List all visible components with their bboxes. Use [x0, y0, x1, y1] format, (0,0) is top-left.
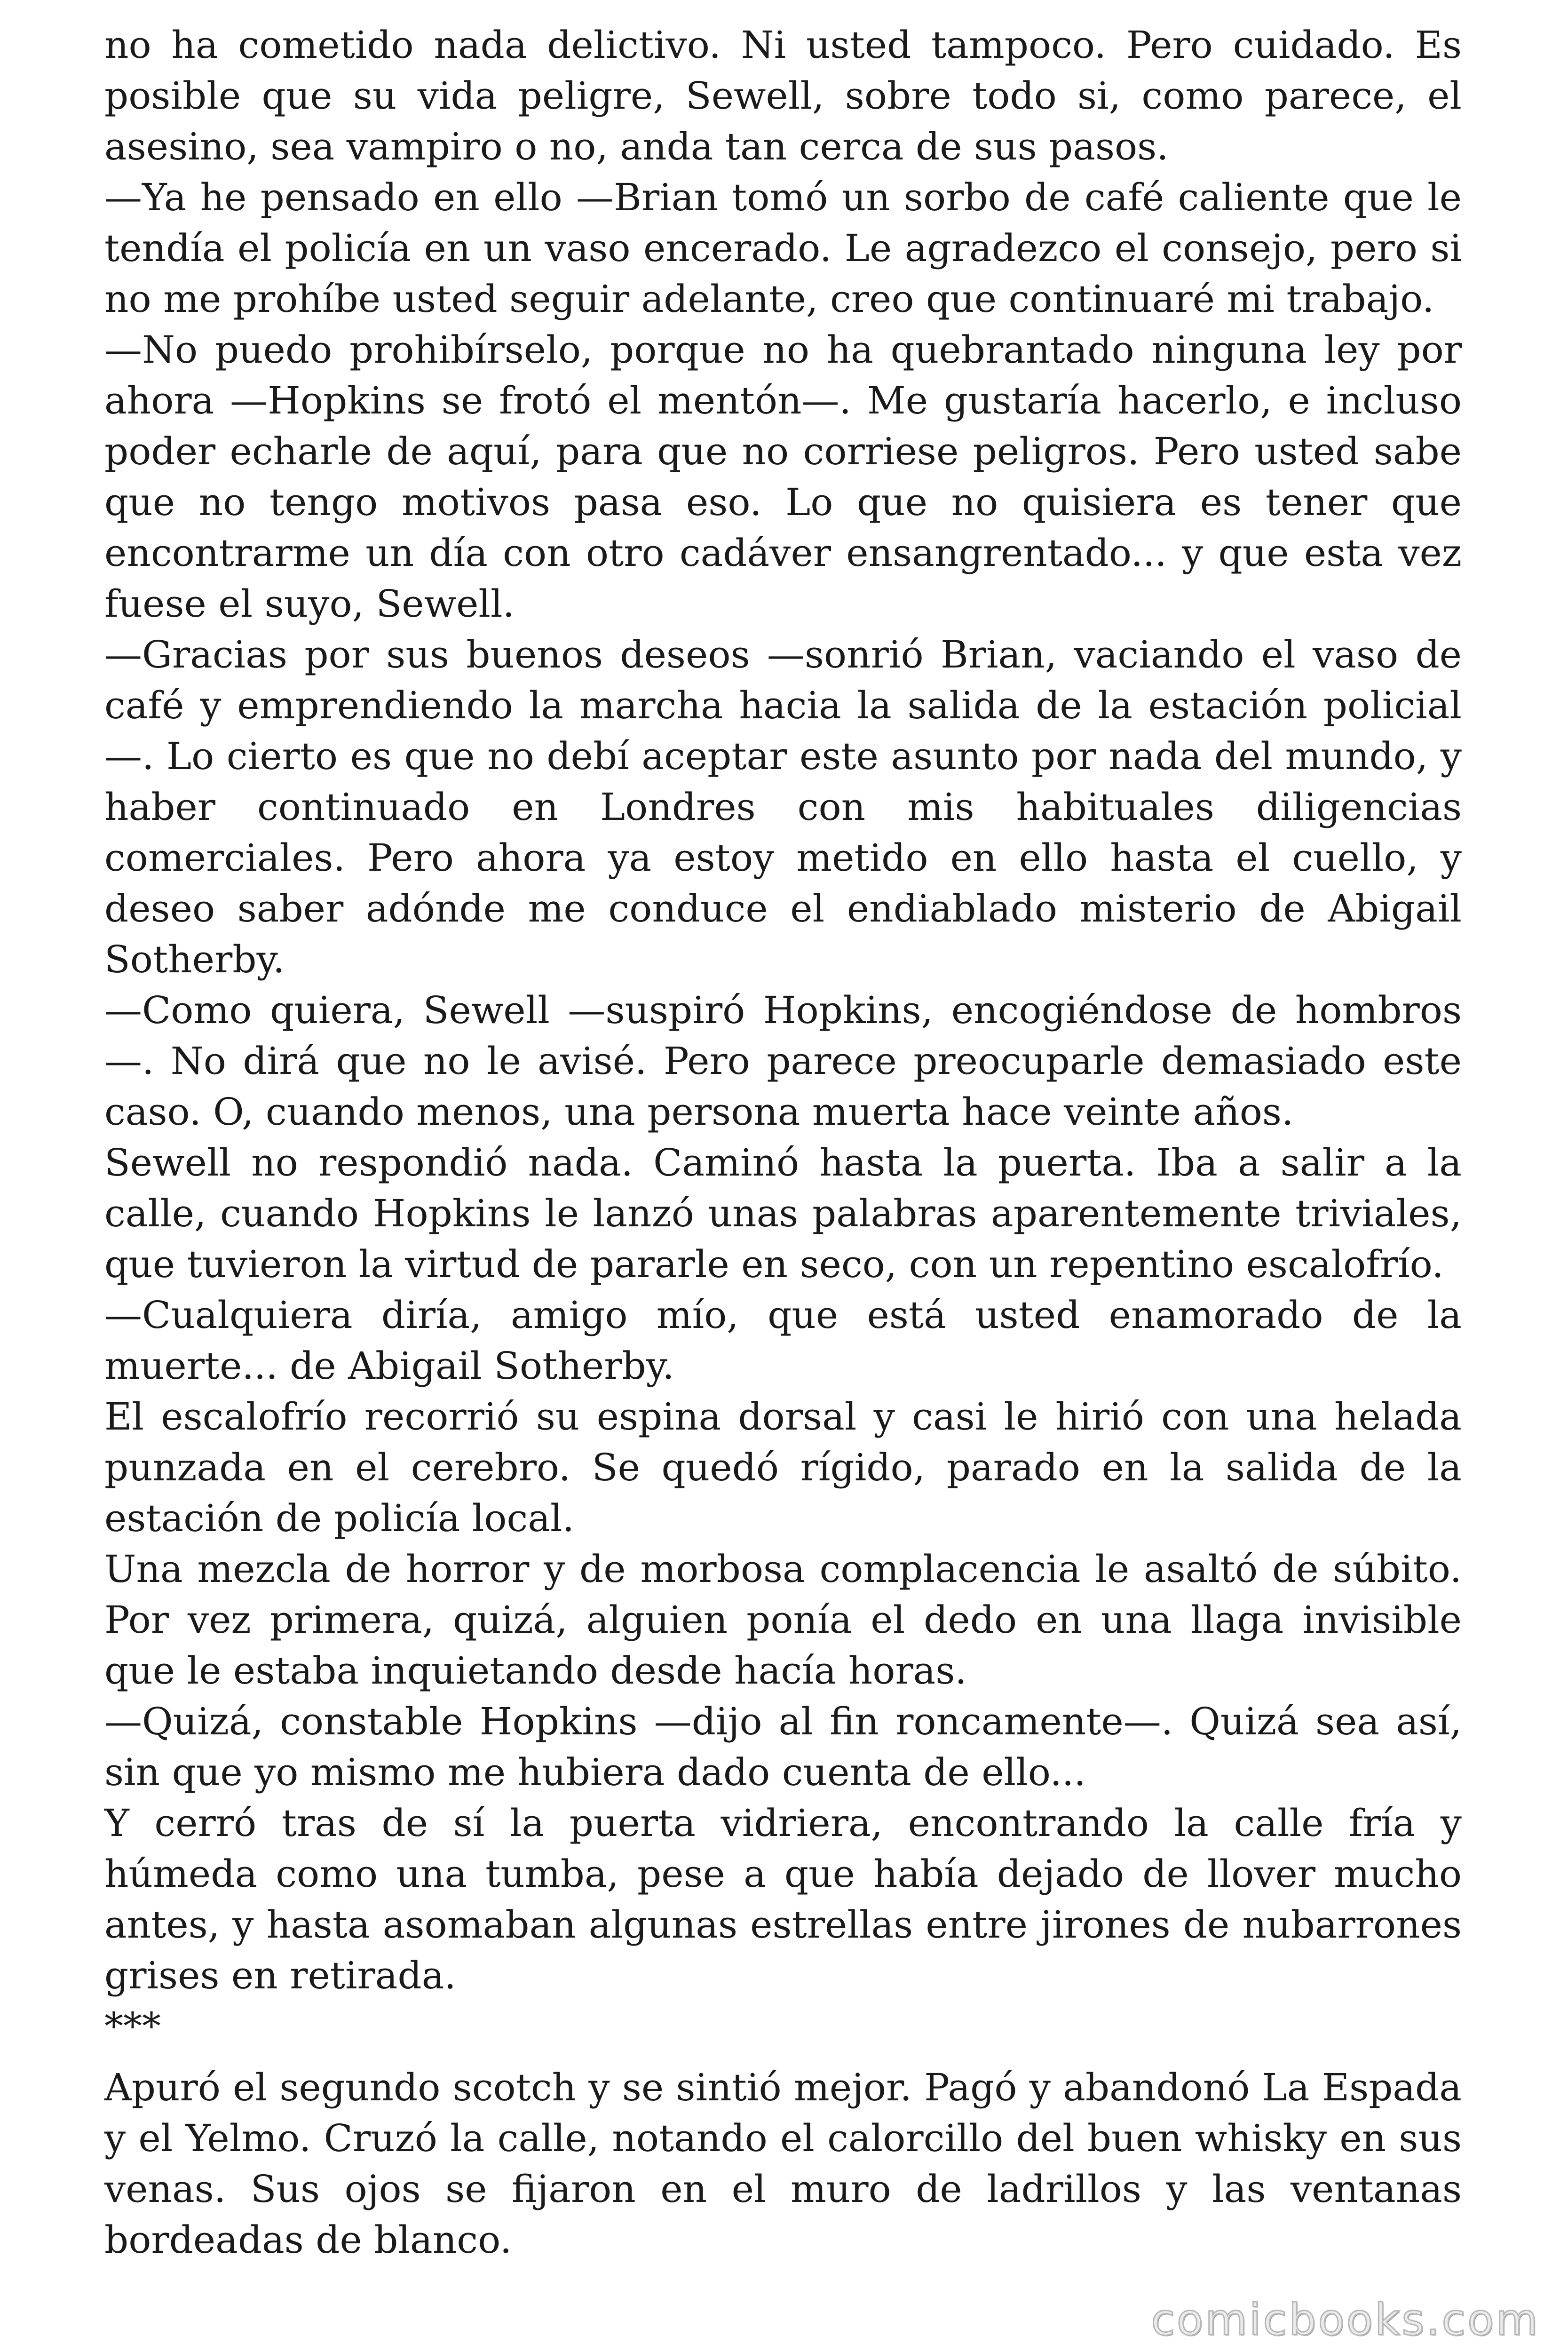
closing-paragraph: Apuró el segundo scotch y se sintió mejor. Pagó y abandonó La Espada y el Yelmo. Cruzó la calle, notando el calorcillo del buen whisky en sus venas. Sus ojos se fijaron en el muro de ladrillos y las ventanas bordeadas de blanco.	[104, 2066, 1462, 2262]
paragraph-7: —Cualquiera diría, amigo mío, que está usted enamorado de la muerte... de Abigail Sotherby.	[104, 1293, 1462, 1388]
paragraph-8: El escalofrío recorrió su espina dorsal y casi le hirió con una helada punzada en el cerebro. Se quedó rígido, parado en la salida de la estación de policía local.	[104, 1395, 1462, 1540]
paragraph-1: no ha cometido nada delictivo. Ni usted tampoco. Pero cuidado. Es posible que su vida peligre, Sewell, sobre todo si, como parece, el asesino, sea vampiro o no, anda tan cerca de sus pasos.	[104, 23, 1462, 168]
paragraph-10: —Quizá, constable Hopkins —dijo al fin roncamente—. Quizá sea así, sin que yo mismo me hubiera dado cuenta de ello...	[104, 1700, 1462, 1794]
paragraph-11: Y cerró tras de sí la puerta vidriera, encontrando la calle fría y húmeda como una tumba, pese a que había dejado de llover mucho antes, y hasta asomaban algunas estrellas entre jirones de nubarrones grises en retirada.	[104, 1801, 1462, 1997]
paragraph-5: —Como quiera, Sewell —suspiró Hopkins, encogiéndose de hombros —. No dirá que no le avisé. Pero parece preocuparle demasiado este caso. O, cuando menos, una persona muerta hace veinte años.	[104, 988, 1462, 1134]
paragraph-4: —Gracias por sus buenos deseos —sonrió Brian, vaciando el vaso de café y emprendiendo la marcha hacia la salida de la estación policial —. Lo cierto es que no debí aceptar este asunto por nada del mundo, y haber continuado en Londres con mis habituales diligencias comerciales. Pero ahora ya estoy metido en ello hasta el cuello, y deseo saber adónde me conduce el endiablado misterio de Abigail Sotherby.	[104, 633, 1462, 981]
paragraph-6: Sewell no respondió nada. Caminó hasta la puerta. Iba a salir a la calle, cuando Hopkins le lanzó unas palabras aparentemente triviales, que tuvieron la virtud de pararle en seco, con un repentino escalofrío.	[104, 1141, 1462, 1286]
watermark-logo: comicbooks.com	[1151, 2295, 1540, 2345]
paragraph-2: —Ya he pensado en ello —Brian tomó un sorbo de café caliente que le tendía el policía en un vaso encerado. Le agradezco el consejo, pero si no me prohíbe usted seguir adelante, creo que continuaré mi trabajo.	[104, 175, 1462, 321]
paragraph-3: —No puedo prohibírselo, porque no ha quebrantado ninguna ley por ahora —Hopkins se frotó el mentón—. Me gustaría hacerlo, e incluso poder echarle de aquí, para que no corriese peligros. Pero usted sabe que no tengo motivos pasa eso. Lo que no quisiera es tener que encontrarme un día con otro cadáver ensangrentado... y que esta vez fuese el suyo, Sewell.	[104, 328, 1462, 626]
scene-separator: ***	[104, 2004, 161, 2048]
paragraph-9: Una mezcla de horror y de morbosa complacencia le asaltó de súbito. Por vez primera, quizá, alguien ponía el dedo en una llaga invisible que le estaba inquietando desde hacía horas.	[104, 1547, 1462, 1692]
body-text	[104, 20, 1462, 2265]
